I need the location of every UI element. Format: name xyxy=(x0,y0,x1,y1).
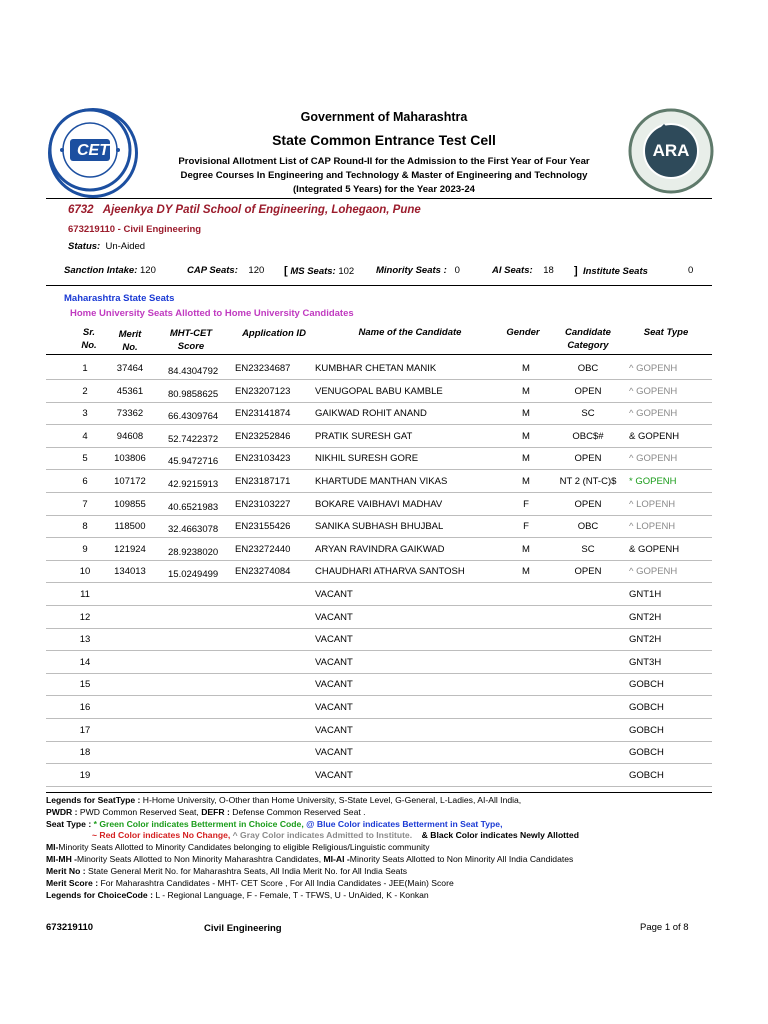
cap-label: CAP Seats: xyxy=(187,265,238,276)
cell-title: State Common Entrance Test Cell xyxy=(272,132,496,148)
cell-name: VACANT xyxy=(315,679,353,691)
cell-name: VACANT xyxy=(315,589,353,600)
cell-score: 32.4663078 xyxy=(168,524,219,536)
subtitle-line-3: (Integrated 5 Years) for the Year 2023-24 xyxy=(292,184,476,195)
cell-sr: 16 xyxy=(79,702,91,713)
cell-name: VACANT xyxy=(315,724,353,736)
legend-merit: Merit No : State General Merit No. for Maharashtra Seats, All India Merit No. for All India Seats xyxy=(46,866,408,876)
cell-app-id: EN23272440 xyxy=(235,543,291,555)
legend-seat-colors: Seat Type : * Green Color indicates Betterment in Choice Code, @ Blue Color indicates Betterment in Seat Type, xyxy=(46,819,503,829)
cell-name: VENUGOPAL BABU KAMBLE xyxy=(315,385,443,397)
cell-app-id: EN23155426 xyxy=(235,521,291,533)
cell-gender: M xyxy=(522,453,530,465)
cell-sr: 4 xyxy=(82,430,88,442)
cell-category: OPEN xyxy=(574,498,602,510)
cell-name: VACANT xyxy=(315,656,353,668)
cell-category: NT 2 (NT-C)$ xyxy=(559,476,617,487)
cell-seat-type: ^ GOPENH xyxy=(629,453,678,465)
cell-merit: 103806 xyxy=(114,453,146,465)
subtitle-line-2: Degree Courses In Engineering and Technology & Master of Engineering and Technology xyxy=(180,170,588,181)
cell-gender: M xyxy=(522,476,530,487)
section-title: Maharashtra State Seats xyxy=(64,293,175,304)
cell-name: VACANT xyxy=(315,611,353,623)
cell-score: 52.7422372 xyxy=(168,433,219,445)
cell-seat-type: ^ LOPENH xyxy=(629,498,676,510)
col-header-name: Name of the Candidate xyxy=(358,327,462,338)
cell-sr: 7 xyxy=(82,498,88,510)
footer-course: Civil Engineering xyxy=(204,923,282,934)
minority-label: Minority Seats : xyxy=(376,265,447,276)
cell-score: 40.6521983 xyxy=(168,501,219,513)
course-name: 673219110 - Civil Engineering xyxy=(68,224,202,235)
ara-logo-text: ARA xyxy=(652,141,690,160)
cell-sr: 15 xyxy=(79,679,91,691)
cell-seat-type: GNT1H xyxy=(629,589,662,600)
ms-label: MS Seats: xyxy=(290,266,336,277)
table-row xyxy=(46,402,712,424)
cell-score: 66.4309764 xyxy=(168,411,219,423)
table-row xyxy=(46,538,712,560)
cell-sr: 6 xyxy=(82,476,88,487)
cell-app-id: EN23234687 xyxy=(235,363,291,374)
cell-sr: 18 xyxy=(79,747,91,759)
cell-merit: 109855 xyxy=(114,498,146,510)
table-row xyxy=(46,380,712,402)
cell-sr: 19 xyxy=(79,769,91,781)
col-header-gender: Gender xyxy=(506,327,540,338)
table-row xyxy=(46,515,712,537)
cell-sr: 3 xyxy=(82,408,88,420)
cell-score: 84.4304792 xyxy=(168,366,219,377)
cell-merit: 37464 xyxy=(116,363,144,374)
cell-category: OPEN xyxy=(574,453,602,465)
cell-sr: 14 xyxy=(79,656,91,668)
cell-name: CHAUDHARI ATHARVA SANTOSH xyxy=(315,566,465,578)
cell-score: 42.9215913 xyxy=(168,479,219,490)
cell-seat-type: ^ GOPENH xyxy=(629,408,678,420)
cell-score: 15.0249499 xyxy=(168,569,219,581)
cell-category: OBC xyxy=(577,363,599,374)
table-row xyxy=(46,425,712,447)
table-row xyxy=(46,583,712,605)
legend-seat-colors-2: ~ Red Color indicates No Change, ^ Gray Color indicates Admitted to Institute. & Black Color indicates Newly Allotted xyxy=(92,830,579,840)
cell-seat-type: ^ GOPENH xyxy=(629,385,678,397)
cell-gender: M xyxy=(522,430,530,442)
cell-app-id: EN23252846 xyxy=(235,430,291,442)
legend-mimh: MI-MH -Minority Seats Allotted to Non Minority Maharashtra Candidates, MI-AI -Minority Seats Allotted to Non Minority All India Candidates xyxy=(46,854,574,864)
cell-seat-type: & GOPENH xyxy=(629,430,680,442)
table-row xyxy=(46,719,712,741)
cell-sr: 2 xyxy=(82,385,88,397)
table-row xyxy=(46,493,712,515)
minority-value: 0 xyxy=(454,265,460,276)
cell-merit: 134013 xyxy=(114,566,146,578)
cell-merit: 45361 xyxy=(116,385,144,397)
table-row xyxy=(46,673,712,695)
cell-sr: 11 xyxy=(80,589,90,600)
cell-sr: 13 xyxy=(79,634,91,646)
legend-pwdr: PWDR : PWD Common Reserved Seat, DEFR : Defense Common Reserved Seat . xyxy=(46,807,366,817)
table-row xyxy=(46,357,712,379)
ai-value: 18 xyxy=(543,265,554,276)
cell-name: GAIKWAD ROHIT ANAND xyxy=(315,408,427,420)
legend-choicecode: Legends for ChoiceCode : L - Regional Language, F - Female, T - TFWS, U - UnAided, K - Konkan xyxy=(46,890,429,900)
table-row xyxy=(46,447,712,469)
cell-name: BOKARE VAIBHAVI MADHAV xyxy=(315,498,443,510)
table-row xyxy=(46,560,712,582)
cell-sr: 1 xyxy=(82,363,88,374)
institute-heading xyxy=(68,204,421,216)
cell-category: SC xyxy=(581,408,595,420)
cell-merit: 118500 xyxy=(114,521,146,533)
sanction-value: 120 xyxy=(140,265,156,276)
cell-seat-type: GOBCH xyxy=(629,747,664,759)
table-row xyxy=(46,741,712,763)
cell-name: VACANT xyxy=(315,769,353,781)
cell-merit: 107172 xyxy=(114,476,146,487)
cell-score: 80.9858625 xyxy=(168,388,219,400)
cell-category: OBC$# xyxy=(572,430,604,442)
cell-seat-type: & GOPENH xyxy=(629,543,680,555)
cell-name: VACANT xyxy=(315,747,353,759)
institute-seats-value: 0 xyxy=(688,265,694,276)
section-subtitle: Home University Seats Allotted to Home University Candidates xyxy=(70,308,354,319)
cell-app-id: EN23207123 xyxy=(235,385,291,397)
institute-seats-label: Institute Seats xyxy=(582,266,648,277)
legend-rule xyxy=(46,792,712,793)
cell-score: 45.9472716 xyxy=(168,456,219,468)
table-row xyxy=(46,651,712,673)
col-header-sr: Sr. No. xyxy=(81,327,97,351)
cell-sr: 8 xyxy=(82,521,88,533)
table-row xyxy=(46,764,712,786)
status-label: Status: xyxy=(68,241,101,252)
cell-gender: M xyxy=(522,543,530,555)
cell-gender: M xyxy=(522,385,530,397)
col-header-merit: Merit No. xyxy=(118,329,142,353)
status xyxy=(68,241,145,252)
legend-score: Merit Score : For Maharashtra Candidates - MHT- CET Score , For All India Candidates - JEE(Main) Score xyxy=(46,878,454,888)
cell-category: OPEN xyxy=(574,385,602,397)
cell-category: OBC xyxy=(577,521,599,533)
ms-value: 102 xyxy=(338,266,355,277)
col-header-score: MHT-CET Score xyxy=(169,328,213,352)
footer-code: 673219110 xyxy=(46,922,94,933)
cell-name: KHARTUDE MANTHAN VIKAS xyxy=(315,476,448,487)
col-header-category: Candidate Category xyxy=(565,327,611,351)
cell-app-id: EN23103423 xyxy=(235,453,291,465)
col-header-app-id: Application ID xyxy=(242,328,306,339)
gov-title: Government of Maharashtra xyxy=(300,110,468,124)
cell-name: PRATIK SURESH GAT xyxy=(315,430,413,442)
cell-name: VACANT xyxy=(315,634,353,646)
institute-code: 6732 xyxy=(68,204,94,216)
footer-page: Page 1 of 8 xyxy=(640,922,689,933)
cell-app-id: EN23141874 xyxy=(235,408,291,420)
cell-seat-type: GNT2H xyxy=(629,634,662,646)
cell-merit: 121924 xyxy=(114,543,146,555)
cell-sr: 9 xyxy=(82,543,88,555)
table-row xyxy=(46,696,712,718)
intake-rule xyxy=(46,285,712,286)
cell-app-id: EN23274084 xyxy=(235,566,291,578)
cell-category: SC xyxy=(581,543,595,555)
cell-seat-type: GOBCH xyxy=(629,769,664,781)
institute-name: Ajeenkya DY Patil School of Engineering, Lohegaon, Pune xyxy=(102,204,421,216)
cell-sr: 12 xyxy=(79,611,91,623)
cell-merit: 73362 xyxy=(116,408,144,420)
cell-seat-type: ^ GOPENH xyxy=(629,566,678,578)
cell-score: 28.9238020 xyxy=(168,546,219,558)
table-row xyxy=(46,470,712,492)
cell-gender: M xyxy=(522,408,530,420)
cell-seat-type: GOBCH xyxy=(629,679,664,691)
cell-app-id: EN23103227 xyxy=(235,498,291,510)
cell-name: KUMBHAR CHETAN MANIK xyxy=(315,363,437,374)
cell-gender: F xyxy=(523,521,529,533)
cell-name: NIKHIL SURESH GORE xyxy=(315,453,419,465)
cell-gender: F xyxy=(523,498,529,510)
table-header-rule xyxy=(46,354,712,355)
cell-gender: M xyxy=(522,363,530,374)
cell-seat-type: GNT2H xyxy=(629,611,662,623)
table-row xyxy=(46,628,712,650)
col-header-seat: Seat Type xyxy=(643,327,689,338)
cell-merit: 94608 xyxy=(116,430,144,442)
table-row xyxy=(46,606,712,628)
cet-logo-text: CET xyxy=(77,142,109,159)
cell-sr: 5 xyxy=(82,453,88,465)
cell-name: ARYAN RAVINDRA GAIKWAD xyxy=(315,543,445,555)
ai-label: AI Seats: xyxy=(492,265,533,276)
cell-name: VACANT xyxy=(315,702,353,713)
cell-seat-type: GNT3H xyxy=(629,656,662,668)
status-value: Un-Aided xyxy=(105,241,146,252)
legend-seattype: Legends for SeatType : H-Home University, O-Other than Home University, S-State Level, G-General, L-Ladies, AI-All India, xyxy=(46,795,522,805)
cell-name: SANIKA SUBHASH BHUJBAL xyxy=(315,521,444,533)
cell-seat-type: GOBCH xyxy=(629,702,664,713)
legend-mi: MI-Minority Seats Allotted to Minority Candidates belonging to eligible Religious/Linguistic community xyxy=(46,842,430,852)
cell-seat-type: ^ LOPENH xyxy=(629,521,676,533)
cell-app-id: EN23187171 xyxy=(235,476,291,487)
sanction-label: Sanction Intake: xyxy=(64,265,138,276)
cell-seat-type: GOBCH xyxy=(629,724,664,736)
cell-seat-type: * GOPENH xyxy=(629,476,677,487)
row-divider xyxy=(46,786,712,787)
cell-seat-type: ^ GOPENH xyxy=(629,363,678,374)
cap-value: 120 xyxy=(248,265,265,276)
cell-sr: 10 xyxy=(79,566,91,578)
cell-category: OPEN xyxy=(574,566,602,578)
subtitle-line-1: Provisional Allotment List of CAP Round-II for the Admission to the First Year of Four Year xyxy=(178,156,590,167)
header-rule xyxy=(46,198,712,199)
cell-sr: 17 xyxy=(79,724,91,736)
cell-gender: M xyxy=(522,566,530,578)
